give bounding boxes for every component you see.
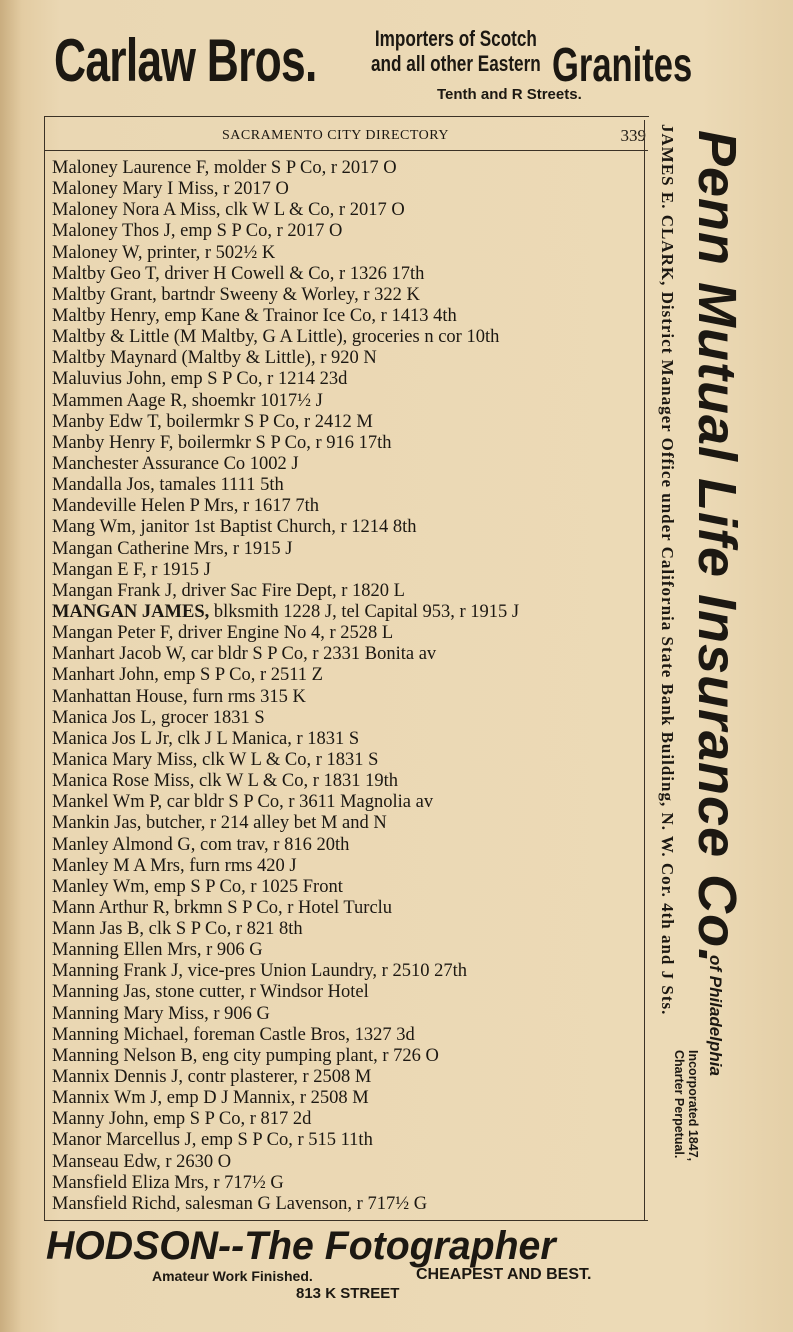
carlaw-address: Tenth and R Streets. bbox=[437, 86, 582, 103]
entry-text: Mangan E F, r 1915 J bbox=[52, 559, 211, 580]
entry-text: Manica Rose Miss, clk W L & Co, r 1831 19th bbox=[52, 771, 398, 792]
penn-mutual-company: Penn Mutual Life Insurance Co. bbox=[687, 130, 747, 965]
entry-text: Mandeville Helen P Mrs, r 1617 7th bbox=[52, 496, 320, 517]
entry-text: Mang Wm, janitor 1st Baptist Church, r 1214 8th bbox=[52, 517, 417, 538]
directory-entry bbox=[52, 856, 652, 877]
directory-entry bbox=[52, 412, 652, 433]
directory-entry bbox=[52, 982, 652, 1003]
directory-entry bbox=[52, 602, 652, 623]
directory-entry bbox=[52, 243, 652, 264]
directory-entry bbox=[52, 306, 652, 327]
clark-office-text: JAMES E. CLARK, District Manager Office under California State Bank Building, N. W. Cor. 4th and J Sts. bbox=[658, 124, 677, 1016]
directory-entry bbox=[52, 517, 652, 538]
directory-entry bbox=[52, 750, 652, 771]
directory-entry bbox=[52, 898, 652, 919]
directory-entry bbox=[52, 348, 652, 369]
column-rule bbox=[644, 120, 645, 1220]
directory-entry bbox=[52, 1194, 652, 1215]
directory-entry bbox=[52, 1173, 652, 1194]
incorporation-text bbox=[672, 1050, 700, 1161]
directory-entry bbox=[52, 665, 652, 686]
running-header bbox=[44, 126, 648, 146]
bottom-rule bbox=[44, 1220, 648, 1221]
entry-text: Maltby Grant, bartndr Sweeny & Worley, r 322 K bbox=[52, 284, 420, 305]
entry-text: Manica Jos L, grocer 1831 S bbox=[52, 707, 265, 728]
entry-text: Manning Jas, stone cutter, r Windsor Hotel bbox=[52, 982, 369, 1003]
directory-title: SACRAMENTO CITY DIRECTORY bbox=[222, 128, 449, 143]
directory-entry bbox=[52, 940, 652, 961]
directory-entry bbox=[52, 539, 652, 560]
directory-entry bbox=[52, 961, 652, 982]
entry-text: Manny John, emp S P Co, r 817 2d bbox=[52, 1109, 312, 1130]
entry-text: Manning Nelson B, eng city pumping plant, r 726 O bbox=[52, 1045, 439, 1066]
directory-entry bbox=[52, 327, 652, 348]
directory-entry bbox=[52, 1152, 652, 1173]
directory-entry bbox=[52, 475, 652, 496]
entry-text: blksmith 1228 J, tel Capital 953, r 1915 J bbox=[209, 601, 520, 622]
hodson-advertisement bbox=[44, 1224, 744, 1324]
entry-text: Manhattan House, furn rms 315 K bbox=[52, 686, 306, 707]
directory-entry bbox=[52, 179, 652, 200]
entry-text: Manby Henry F, boilermkr S P Co, r 916 17th bbox=[52, 432, 392, 453]
directory-entry bbox=[52, 1046, 652, 1067]
entry-text: Maloney Mary I Miss, r 2017 O bbox=[52, 179, 289, 200]
directory-entry bbox=[52, 1067, 652, 1088]
hodson-street: 813 K STREET bbox=[296, 1285, 400, 1302]
directory-entry bbox=[52, 708, 652, 729]
directory-entry bbox=[52, 221, 652, 242]
directory-entry bbox=[52, 1109, 652, 1130]
entry-text: Maltby Henry, emp Kane & Trainor Ice Co, r 1413 4th bbox=[52, 305, 457, 326]
entry-text: Maloney Nora A Miss, clk W L & Co, r 2017 O bbox=[52, 200, 405, 221]
directory-entry bbox=[52, 813, 652, 834]
entry-text: Maloney W, printer, r 502½ K bbox=[52, 242, 276, 263]
entry-text: Manhart Jacob W, car bldr S P Co, r 2331 Bonita av bbox=[52, 644, 437, 665]
entry-text: Mannix Dennis J, contr plasterer, r 2508 M bbox=[52, 1067, 372, 1088]
directory-entry bbox=[52, 369, 652, 390]
entry-text: Manby Edw T, boilermkr S P Co, r 2412 M bbox=[52, 411, 373, 432]
directory-entry bbox=[52, 687, 652, 708]
directory-entries bbox=[52, 158, 652, 1215]
directory-entry bbox=[52, 454, 652, 475]
incorporated-line: Incorporated 1847, bbox=[686, 1050, 700, 1162]
entry-text: Mankel Wm P, car bldr S P Co, r 3611 Magnolia av bbox=[52, 792, 434, 813]
importers-line-2: and all other Eastern bbox=[371, 51, 541, 76]
directory-entry bbox=[52, 433, 652, 454]
entry-text: Mansfield Richd, salesman G Lavenson, r 717½ G bbox=[52, 1193, 428, 1214]
charter-line: Charter Perpetual. bbox=[672, 1050, 686, 1159]
entry-text: Manley Wm, emp S P Co, r 1025 Front bbox=[52, 876, 343, 897]
firm-name: Carlaw Bros. bbox=[54, 27, 317, 94]
entry-text: Manchester Assurance Co 1002 J bbox=[52, 453, 299, 474]
header-rule bbox=[44, 150, 648, 151]
cheapest-text: CHEAPEST AND BEST. bbox=[416, 1266, 592, 1283]
entry-text: Manica Jos L Jr, clk J L Manica, r 1831 S bbox=[52, 728, 360, 749]
entry-text: Manning Frank J, vice-pres Union Laundry, r 2510 27th bbox=[52, 961, 467, 982]
directory-entry bbox=[52, 200, 652, 221]
directory-entry bbox=[52, 264, 652, 285]
page-number: 339 bbox=[620, 126, 646, 145]
directory-entry bbox=[52, 877, 652, 898]
amateur-work-text: Amateur Work Finished. bbox=[152, 1268, 313, 1284]
entry-text: Manseau Edw, r 2630 O bbox=[52, 1151, 232, 1172]
directory-entry bbox=[52, 1004, 652, 1025]
entry-text: Maltby Geo T, driver H Cowell & Co, r 1326 17th bbox=[52, 263, 425, 284]
hodson-headline: HODSON--The Fotographer bbox=[46, 1224, 556, 1268]
directory-entry bbox=[52, 285, 652, 306]
entry-text: Manning Michael, foreman Castle Bros, 1327 3d bbox=[52, 1024, 415, 1045]
entry-text: Mannix Wm J, emp D J Mannix, r 2508 M bbox=[52, 1088, 369, 1109]
directory-entry bbox=[52, 496, 652, 517]
entry-text: Mankin Jas, butcher, r 214 alley bet M and N bbox=[52, 813, 387, 834]
directory-entry bbox=[52, 623, 652, 644]
importers-line-1: Importers of Scotch bbox=[374, 26, 537, 51]
entry-text: Manica Mary Miss, clk W L & Co, r 1831 S bbox=[52, 749, 379, 770]
entry-text: Maloney Thos J, emp S P Co, r 2017 O bbox=[52, 221, 343, 242]
directory-entry bbox=[52, 792, 652, 813]
entry-text: Manley M A Mrs, furn rms 420 J bbox=[52, 855, 297, 876]
directory-entry bbox=[52, 560, 652, 581]
directory-entry bbox=[52, 581, 652, 602]
entry-text: Manning Ellen Mrs, r 906 G bbox=[52, 940, 263, 961]
entry-text: Mann Jas B, clk S P Co, r 821 8th bbox=[52, 919, 303, 940]
entry-text: Mansfield Eliza Mrs, r 717½ G bbox=[52, 1172, 284, 1193]
entry-text: Manor Marcellus J, emp S P Co, r 515 11th bbox=[52, 1130, 373, 1151]
directory-entry bbox=[52, 919, 652, 940]
directory-entry bbox=[52, 1088, 652, 1109]
entry-text: Mann Arthur R, brkmn S P Co, r Hotel Turclu bbox=[52, 897, 393, 918]
directory-entry bbox=[52, 729, 652, 750]
directory-entry bbox=[52, 644, 652, 665]
entry-text: Mangan Catherine Mrs, r 1915 J bbox=[52, 538, 293, 559]
entry-text: Maluvius John, emp S P Co, r 1214 23d bbox=[52, 369, 348, 390]
philadelphia-text: of Philadelphia bbox=[706, 955, 725, 1076]
importers-text bbox=[371, 26, 541, 76]
entry-text: Mangan Frank J, driver Sac Fire Dept, r 1820 L bbox=[52, 580, 405, 601]
directory-entry bbox=[52, 1025, 652, 1046]
entry-text: Manhart John, emp S P Co, r 2511 Z bbox=[52, 665, 323, 686]
directory-entry bbox=[52, 771, 652, 792]
entry-text: Maltby Maynard (Maltby & Little), r 920 N bbox=[52, 348, 377, 369]
entry-text: Maltby & Little (M Maltby, G A Little), groceries n cor 10th bbox=[52, 327, 500, 348]
entry-text: Maloney Laurence F, molder S P Co, r 2017 O bbox=[52, 158, 397, 178]
entry-text: Mandalla Jos, tamales 1111 5th bbox=[52, 475, 284, 496]
entry-text: Mammen Aage R, shoemkr 1017½ J bbox=[52, 390, 323, 411]
entry-text: Manley Almond G, com trav, r 816 20th bbox=[52, 834, 350, 855]
carlaw-bros-advertisement bbox=[52, 18, 752, 108]
entry-text: Mangan Peter F, driver Engine No 4, r 2528 L bbox=[52, 623, 394, 644]
directory-entry bbox=[52, 391, 652, 412]
directory-entry bbox=[52, 1130, 652, 1151]
directory-entry bbox=[52, 158, 652, 179]
granites-word: Granites bbox=[552, 39, 693, 92]
directory-entry bbox=[52, 835, 652, 856]
entry-text: Manning Mary Miss, r 906 G bbox=[52, 1003, 270, 1024]
entry-name: MANGAN JAMES, bbox=[52, 601, 210, 622]
